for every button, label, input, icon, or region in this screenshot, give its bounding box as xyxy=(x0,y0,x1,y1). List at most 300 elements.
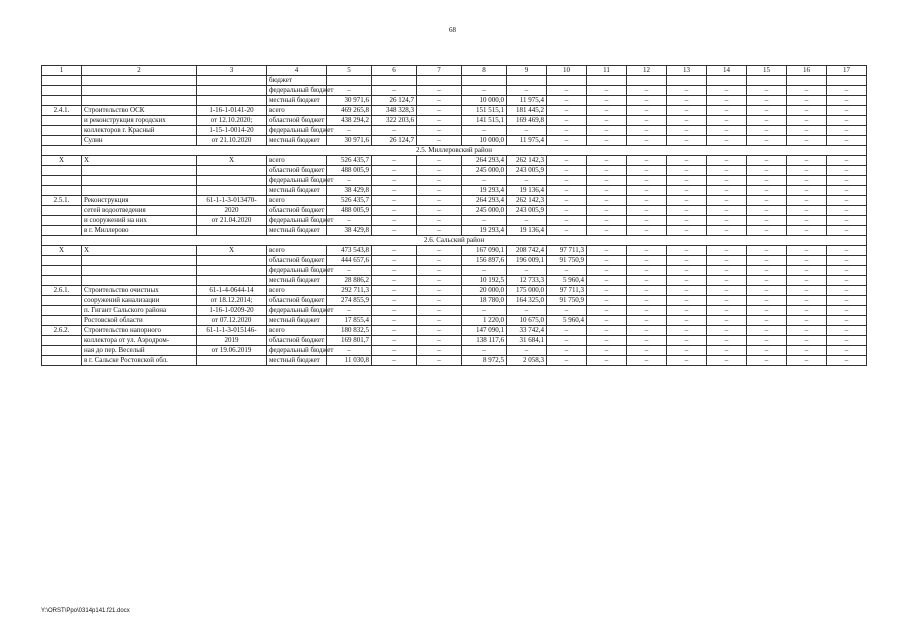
column-number: 11 xyxy=(587,66,627,76)
value-cell: – xyxy=(827,196,867,206)
value-cell: 19 136,4 xyxy=(507,226,547,236)
value-cell: 181 445,2 xyxy=(507,106,547,116)
value-cell: – xyxy=(707,156,747,166)
value-cell: – xyxy=(587,296,627,306)
value-cell: – xyxy=(587,156,627,166)
column-number: 9 xyxy=(507,66,547,76)
project-doc xyxy=(197,166,267,176)
value-cell: 243 005,9 xyxy=(507,166,547,176)
table-row xyxy=(42,216,867,226)
value-cell: – xyxy=(747,216,787,226)
value-cell: – xyxy=(627,206,667,216)
value-cell: – xyxy=(507,126,547,136)
table-row xyxy=(42,346,867,356)
funding-source: бюджет xyxy=(267,76,327,86)
item-number xyxy=(42,336,82,346)
column-number: 5 xyxy=(327,66,372,76)
project-doc: Х xyxy=(197,246,267,256)
value-cell: – xyxy=(787,316,827,326)
value-cell: – xyxy=(747,246,787,256)
value-cell: 169 801,7 xyxy=(327,336,372,346)
value-cell: 2 058,3 xyxy=(507,356,547,366)
funding-source: областной бюджет xyxy=(267,256,327,266)
project-doc: от 12.10.2020; xyxy=(197,116,267,126)
table-row xyxy=(42,206,867,216)
value-cell: – xyxy=(707,336,747,346)
value-cell: – xyxy=(707,266,747,276)
value-cell: – xyxy=(417,256,462,266)
item-name: коллектора от ул. Аэродром- xyxy=(82,336,197,346)
value-cell: – xyxy=(667,156,707,166)
value-cell: – xyxy=(587,246,627,256)
value-cell: – xyxy=(547,126,587,136)
funding-source: местный бюджет xyxy=(267,316,327,326)
value-cell: 292 711,3 xyxy=(327,286,372,296)
value-cell: – xyxy=(787,126,827,136)
column-number: 2 xyxy=(82,66,197,76)
project-doc: 1-16-1-0209-20 xyxy=(197,306,267,316)
item-name: п. Гигант Сальского района xyxy=(82,306,197,316)
project-doc xyxy=(197,226,267,236)
value-cell: – xyxy=(827,286,867,296)
value-cell: – xyxy=(417,276,462,286)
value-cell: – xyxy=(787,286,827,296)
value-cell: – xyxy=(627,316,667,326)
value-cell: – xyxy=(747,186,787,196)
funding-source: местный бюджет xyxy=(267,186,327,196)
column-number: 12 xyxy=(627,66,667,76)
value-cell: – xyxy=(667,316,707,326)
value-cell: 208 742,4 xyxy=(507,246,547,256)
table-row xyxy=(42,156,867,166)
value-cell: – xyxy=(627,356,667,366)
value-cell: – xyxy=(417,86,462,96)
value-cell: 243 005,9 xyxy=(507,206,547,216)
value-cell: – xyxy=(827,246,867,256)
value-cell: – xyxy=(707,106,747,116)
funding-source: областной бюджет xyxy=(267,166,327,176)
value-cell: – xyxy=(747,336,787,346)
table-row xyxy=(42,316,867,326)
value-cell: 274 855,9 xyxy=(327,296,372,306)
value-cell: – xyxy=(787,306,827,316)
value-cell: – xyxy=(667,176,707,186)
value-cell: 488 005,9 xyxy=(327,166,372,176)
value-cell: – xyxy=(707,166,747,176)
value-cell: – xyxy=(417,176,462,186)
item-name xyxy=(82,86,197,96)
value-cell: – xyxy=(417,356,462,366)
item-number xyxy=(42,96,82,106)
value-cell: – xyxy=(667,266,707,276)
funding-source: федеральный бюджет xyxy=(267,216,327,226)
value-cell: – xyxy=(707,326,747,336)
table-row xyxy=(42,276,867,286)
value-cell: – xyxy=(627,86,667,96)
value-cell: – xyxy=(372,356,417,366)
funding-source: всего xyxy=(267,196,327,206)
value-cell: – xyxy=(417,156,462,166)
value-cell: 264 293,4 xyxy=(462,156,507,166)
value-cell: – xyxy=(747,316,787,326)
column-number-row xyxy=(42,66,867,76)
value-cell: 10 000,0 xyxy=(462,136,507,146)
value-cell: – xyxy=(547,266,587,276)
value-cell: – xyxy=(587,206,627,216)
value-cell: – xyxy=(827,356,867,366)
funding-source: областной бюджет xyxy=(267,296,327,306)
table-row xyxy=(42,306,867,316)
value-cell: – xyxy=(747,106,787,116)
value-cell xyxy=(787,76,827,86)
value-cell: – xyxy=(547,176,587,186)
value-cell: – xyxy=(747,96,787,106)
value-cell: – xyxy=(747,306,787,316)
value-cell: 438 294,2 xyxy=(327,116,372,126)
value-cell: – xyxy=(587,126,627,136)
value-cell: – xyxy=(372,206,417,216)
project-doc xyxy=(197,86,267,96)
value-cell: – xyxy=(587,306,627,316)
value-cell: – xyxy=(372,276,417,286)
item-number xyxy=(42,226,82,236)
funding-source: федеральный бюджет xyxy=(267,86,327,96)
value-cell: – xyxy=(627,346,667,356)
funding-source: всего xyxy=(267,156,327,166)
value-cell: – xyxy=(372,296,417,306)
value-cell: – xyxy=(827,216,867,226)
file-path-footer: Y:\ORST\Ppo\0314p141.f21.docx xyxy=(41,608,130,614)
value-cell: 444 657,6 xyxy=(327,256,372,266)
value-cell: – xyxy=(827,346,867,356)
column-number: 7 xyxy=(417,66,462,76)
funding-source: федеральный бюджет xyxy=(267,306,327,316)
value-cell: – xyxy=(667,86,707,96)
value-cell: – xyxy=(372,346,417,356)
value-cell: – xyxy=(747,276,787,286)
item-number xyxy=(42,356,82,366)
item-name: Строительство ОСК xyxy=(82,106,197,116)
value-cell: – xyxy=(707,136,747,146)
value-cell: – xyxy=(667,186,707,196)
value-cell: – xyxy=(627,196,667,206)
value-cell: – xyxy=(707,276,747,286)
item-name xyxy=(82,76,197,86)
value-cell: 526 435,7 xyxy=(327,196,372,206)
value-cell: 97 711,3 xyxy=(547,286,587,296)
project-doc: Х xyxy=(197,156,267,166)
value-cell: – xyxy=(787,266,827,276)
funding-source: местный бюджет xyxy=(267,226,327,236)
value-cell: 30 971,6 xyxy=(327,96,372,106)
value-cell: – xyxy=(327,266,372,276)
value-cell: 169 469,8 xyxy=(507,116,547,126)
value-cell: – xyxy=(667,306,707,316)
project-doc xyxy=(197,276,267,286)
value-cell xyxy=(667,76,707,86)
section-title: 2.6. Сальский район xyxy=(42,236,867,246)
table-row xyxy=(42,186,867,196)
item-number xyxy=(42,186,82,196)
value-cell: – xyxy=(587,86,627,96)
column-number: 8 xyxy=(462,66,507,76)
value-cell: 10 675,0 xyxy=(507,316,547,326)
value-cell: – xyxy=(787,206,827,216)
value-cell: 262 142,3 xyxy=(507,156,547,166)
value-cell: – xyxy=(747,286,787,296)
value-cell: – xyxy=(372,126,417,136)
project-doc: от 19.06.2019 xyxy=(197,346,267,356)
value-cell: – xyxy=(587,176,627,186)
item-name: сооружений канализации xyxy=(82,296,197,306)
item-number: Х xyxy=(42,246,82,256)
value-cell: – xyxy=(747,116,787,126)
value-cell: – xyxy=(627,326,667,336)
value-cell xyxy=(462,76,507,86)
item-number xyxy=(42,316,82,326)
column-number: 15 xyxy=(747,66,787,76)
table-row xyxy=(42,86,867,96)
value-cell: – xyxy=(667,196,707,206)
value-cell: – xyxy=(787,276,827,286)
item-number xyxy=(42,346,82,356)
project-doc: 61-1-1-3-015146- xyxy=(197,326,267,336)
project-doc xyxy=(197,176,267,186)
item-number: Х xyxy=(42,156,82,166)
value-cell: – xyxy=(747,226,787,236)
value-cell: – xyxy=(667,126,707,136)
value-cell: – xyxy=(827,306,867,316)
value-cell: – xyxy=(627,306,667,316)
value-cell: – xyxy=(747,126,787,136)
value-cell: – xyxy=(372,286,417,296)
value-cell: – xyxy=(372,156,417,166)
value-cell: – xyxy=(787,176,827,186)
value-cell: – xyxy=(707,346,747,356)
value-cell: 11 975,4 xyxy=(507,96,547,106)
value-cell: – xyxy=(627,216,667,226)
item-name xyxy=(82,96,197,106)
value-cell xyxy=(627,76,667,86)
value-cell: – xyxy=(462,346,507,356)
value-cell: – xyxy=(827,86,867,96)
value-cell: – xyxy=(707,296,747,306)
value-cell: – xyxy=(667,346,707,356)
item-number xyxy=(42,136,82,146)
value-cell: – xyxy=(547,166,587,176)
item-name xyxy=(82,256,197,266)
value-cell: – xyxy=(547,196,587,206)
project-doc: 2020 xyxy=(197,206,267,216)
value-cell: – xyxy=(747,266,787,276)
value-cell: – xyxy=(707,256,747,266)
funding-source: всего xyxy=(267,326,327,336)
value-cell: 488 005,9 xyxy=(327,206,372,216)
value-cell: – xyxy=(787,116,827,126)
value-cell: – xyxy=(787,156,827,166)
value-cell: – xyxy=(627,136,667,146)
item-name: Ростовской области xyxy=(82,316,197,326)
value-cell: – xyxy=(787,226,827,236)
item-name: ная до пер. Веселый xyxy=(82,346,197,356)
value-cell: – xyxy=(417,166,462,176)
item-name: Сулин xyxy=(82,136,197,146)
value-cell: – xyxy=(547,306,587,316)
value-cell: 19 136,4 xyxy=(507,186,547,196)
value-cell: – xyxy=(787,166,827,176)
value-cell: 322 203,6 xyxy=(372,116,417,126)
value-cell: 5 960,4 xyxy=(547,276,587,286)
value-cell: 175 000,0 xyxy=(507,286,547,296)
value-cell: – xyxy=(547,86,587,96)
column-number: 10 xyxy=(547,66,587,76)
value-cell: – xyxy=(707,186,747,196)
value-cell: – xyxy=(667,226,707,236)
value-cell xyxy=(707,76,747,86)
value-cell: – xyxy=(372,326,417,336)
value-cell: – xyxy=(547,216,587,226)
funding-source: всего xyxy=(267,246,327,256)
value-cell: 19 293,4 xyxy=(462,186,507,196)
value-cell: – xyxy=(587,276,627,286)
value-cell: 28 886,2 xyxy=(327,276,372,286)
value-cell: – xyxy=(547,336,587,346)
value-cell: – xyxy=(587,256,627,266)
value-cell: – xyxy=(627,106,667,116)
value-cell: 245 000,0 xyxy=(462,206,507,216)
value-cell: – xyxy=(372,86,417,96)
value-cell: – xyxy=(507,266,547,276)
column-number: 4 xyxy=(267,66,327,76)
value-cell: – xyxy=(417,346,462,356)
value-cell: – xyxy=(707,356,747,366)
value-cell: 97 711,3 xyxy=(547,246,587,256)
item-number xyxy=(42,86,82,96)
funding-source: областной бюджет xyxy=(267,336,327,346)
value-cell: 26 124,7 xyxy=(372,136,417,146)
value-cell: – xyxy=(667,116,707,126)
table-row xyxy=(42,76,867,86)
value-cell: 147 090,1 xyxy=(462,326,507,336)
item-number xyxy=(42,266,82,276)
value-cell: – xyxy=(507,306,547,316)
value-cell: – xyxy=(827,116,867,126)
value-cell: – xyxy=(327,176,372,186)
value-cell: – xyxy=(417,96,462,106)
funding-source: областной бюджет xyxy=(267,116,327,126)
value-cell: – xyxy=(707,96,747,106)
table-row xyxy=(42,106,867,116)
value-cell: – xyxy=(787,356,827,366)
value-cell: – xyxy=(707,226,747,236)
value-cell: – xyxy=(372,246,417,256)
value-cell: – xyxy=(587,116,627,126)
table-row xyxy=(42,336,867,346)
value-cell: 156 897,6 xyxy=(462,256,507,266)
item-name: сетей водоотведения xyxy=(82,206,197,216)
value-cell: – xyxy=(667,136,707,146)
table-row xyxy=(42,166,867,176)
value-cell: – xyxy=(827,176,867,186)
value-cell: – xyxy=(372,176,417,186)
item-number: 2.4.1. xyxy=(42,106,82,116)
value-cell: – xyxy=(462,266,507,276)
value-cell xyxy=(827,76,867,86)
value-cell: – xyxy=(827,316,867,326)
value-cell: 11 975,4 xyxy=(507,136,547,146)
value-cell: – xyxy=(627,286,667,296)
item-number: 2.6.2. xyxy=(42,326,82,336)
funding-source: местный бюджет xyxy=(267,136,327,146)
column-number: 14 xyxy=(707,66,747,76)
item-name xyxy=(82,266,197,276)
value-cell: – xyxy=(707,126,747,136)
value-cell: – xyxy=(827,266,867,276)
value-cell: – xyxy=(747,326,787,336)
value-cell: – xyxy=(827,156,867,166)
item-name: Строительство очистных xyxy=(82,286,197,296)
value-cell: 151 515,1 xyxy=(462,106,507,116)
table-row xyxy=(42,326,867,336)
value-cell: – xyxy=(747,156,787,166)
value-cell: – xyxy=(747,166,787,176)
value-cell: – xyxy=(827,256,867,266)
value-cell: – xyxy=(747,176,787,186)
value-cell: – xyxy=(627,246,667,256)
value-cell: 91 750,9 xyxy=(547,256,587,266)
value-cell: 526 435,7 xyxy=(327,156,372,166)
project-doc: 61-1-1-3-013470- xyxy=(197,196,267,206)
value-cell: – xyxy=(787,336,827,346)
value-cell: – xyxy=(667,256,707,266)
value-cell: – xyxy=(547,156,587,166)
value-cell: 91 750,9 xyxy=(547,296,587,306)
value-cell: – xyxy=(462,86,507,96)
value-cell: – xyxy=(462,176,507,186)
value-cell: – xyxy=(547,346,587,356)
value-cell: 12 733,3 xyxy=(507,276,547,286)
value-cell: – xyxy=(707,306,747,316)
value-cell xyxy=(327,76,372,86)
value-cell: – xyxy=(417,306,462,316)
item-number xyxy=(42,256,82,266)
value-cell: – xyxy=(627,256,667,266)
value-cell: – xyxy=(707,176,747,186)
project-doc: 61-1-4-0644-14 xyxy=(197,286,267,296)
project-doc xyxy=(197,356,267,366)
value-cell: – xyxy=(627,336,667,346)
value-cell: – xyxy=(827,136,867,146)
value-cell: – xyxy=(827,336,867,346)
project-doc xyxy=(197,186,267,196)
table-row xyxy=(42,116,867,126)
value-cell: – xyxy=(707,206,747,216)
value-cell: – xyxy=(372,266,417,276)
value-cell: – xyxy=(747,206,787,216)
item-number xyxy=(42,276,82,286)
value-cell: – xyxy=(587,186,627,196)
value-cell: – xyxy=(372,306,417,316)
table-row xyxy=(42,356,867,366)
value-cell xyxy=(587,76,627,86)
value-cell: – xyxy=(787,106,827,116)
value-cell: – xyxy=(707,246,747,256)
value-cell: – xyxy=(462,216,507,226)
value-cell: – xyxy=(787,296,827,306)
item-number xyxy=(42,116,82,126)
value-cell: – xyxy=(627,96,667,106)
value-cell: – xyxy=(547,106,587,116)
